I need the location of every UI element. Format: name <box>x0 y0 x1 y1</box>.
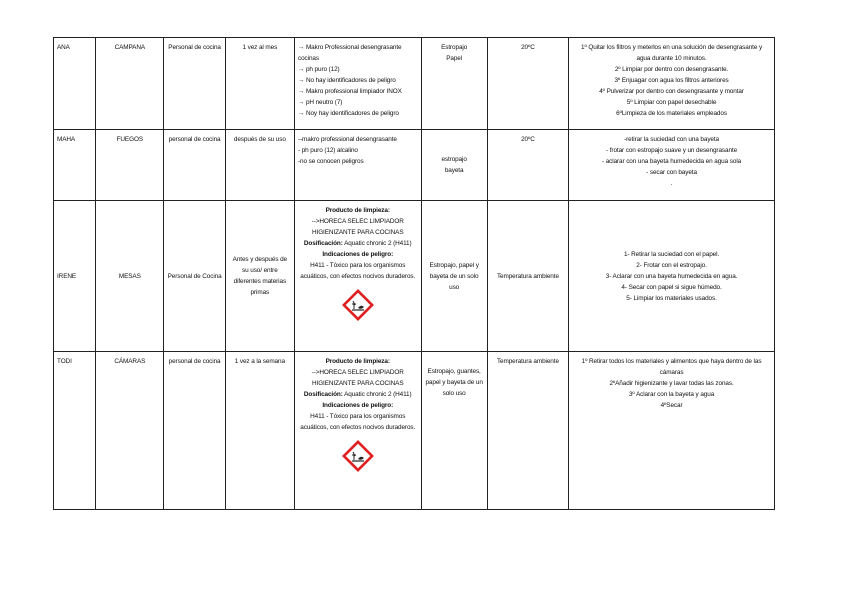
procedure-line: 1- Retirar la suciedad con el papel. <box>623 250 720 258</box>
table-row <box>54 130 775 201</box>
procedure-line: agua durante 10 minutos. <box>636 55 707 62</box>
procedure-line: - secar con bayeta <box>646 169 697 176</box>
procedure-line: 3º Aclarar con la bayeta y agua <box>628 391 715 398</box>
product-name: -->HORECA SELEC LIMPIADOR HIGIENIZANTE PARA COCINAS <box>311 369 404 387</box>
product-line: cocinas <box>297 55 319 62</box>
product-name: -->HORECA SELEC LIMPIADOR HIGIENIZANTE PARA COCINAS <box>311 218 404 236</box>
procedure-line: 1º Retirar todos los materiales y alimentos que haya dentro de las <box>581 358 762 365</box>
cleaning-plan-table <box>53 37 775 510</box>
cell-name: ANA <box>54 38 96 130</box>
table-row <box>54 352 775 510</box>
cell-procedure <box>569 38 775 130</box>
cell-who: Personal de Cocina <box>164 201 225 352</box>
cell-name: MAHA <box>54 130 96 201</box>
cell-procedure <box>569 352 775 510</box>
cell-products <box>294 130 421 201</box>
cell-frequency: 1 vez a la semana <box>225 352 294 510</box>
cell-products <box>294 352 421 510</box>
material-line: Estropajo <box>441 44 468 51</box>
cell-frequency: Antes y después de su uso/ entre diferentes materias primas <box>225 201 294 352</box>
environment-hazard-icon <box>341 439 375 473</box>
procedure-line: 2ºAñadir higienizante y lavar todas las zonas. <box>609 380 734 387</box>
dose-value: Aquatic chronic 2 (H411) <box>344 240 412 247</box>
procedure-line: - frotar con estropajo suave y un desengrasante <box>606 147 738 154</box>
material-line: Papel <box>446 55 463 62</box>
procedure-line: - aclarar con una bayeta humedecida en agua sola <box>602 158 742 165</box>
procedure-line: 1º Quitar los filtros y meterlos en una solución de desengrasante y <box>581 44 763 51</box>
procedure-line: 3- Aclarar con una bayeta humedecida en agua. <box>605 272 738 280</box>
procedure-line: 4ºSecar <box>660 402 683 409</box>
cell-procedure <box>569 201 775 352</box>
hazard-text: H411 - Tóxico para los organismos acuáticos, con efectos nocivos duraderos. <box>300 413 416 431</box>
cell-temperature: 20ºC <box>487 38 568 130</box>
cell-name: IRENE <box>54 201 96 352</box>
product-line: -no se conocen peligros <box>297 158 364 165</box>
product-line: - ph puro (12) alcalino <box>297 147 358 154</box>
product-line: → pH neutro (7) <box>297 99 343 106</box>
cell-products <box>294 201 421 352</box>
dose-label: Dosificación: <box>303 391 343 398</box>
product-line: --makro professional desengrasante <box>297 136 397 143</box>
cell-zone: MESAS <box>96 201 164 352</box>
procedure-line: 2º Limpiar por dentro con desengrasante. <box>614 66 729 73</box>
product-line: → Makro Professional desengrasante <box>297 44 402 51</box>
cell-frequency: después de su uso <box>225 130 294 201</box>
cell-material <box>421 130 487 201</box>
procedure-line: cámaras <box>659 369 684 376</box>
cell-who: personal de cocina <box>164 130 225 201</box>
cell-name: TODI <box>54 352 96 510</box>
cell-procedure <box>569 130 775 201</box>
material-line: bayeta <box>444 167 464 174</box>
material-line: estropajo <box>441 156 467 163</box>
dose-label: Dosificación: <box>303 240 343 247</box>
cell-temperature: Temperatura ambiente <box>487 201 568 352</box>
procedure-line: 3º Enjuagar con agua los filtros anteriores <box>614 77 729 84</box>
environment-hazard-icon <box>341 288 375 322</box>
cell-material: Estropajo, guantes, papel y bayeta de un solo uso <box>421 352 487 510</box>
cell-who: Personal de cocina <box>164 38 225 130</box>
cell-zone: CÁMARAS <box>96 352 164 510</box>
cell-who: personal de cocina <box>164 352 225 510</box>
hazard-text: H411 - Tóxico para los organismos acuáticos, con efectos nocivos duraderos. <box>300 262 416 280</box>
procedure-line: . <box>670 180 673 187</box>
product-line: → ph puro (12) <box>297 66 340 73</box>
cell-zone: CAMPANA <box>96 38 164 130</box>
cell-temperature: Temperatura ambiente <box>487 352 568 510</box>
procedure-line: 5- Limpiar los materiales usados. <box>626 294 717 302</box>
hazard-title: Indicaciones de peligro: <box>322 402 394 409</box>
product-line: → Noy hay identificadores de peligro <box>297 110 399 117</box>
product-line: → No hay identificadores de peligro <box>297 77 396 84</box>
product-title: Producto de limpieza: <box>325 207 390 214</box>
cell-zone: FUEGOS <box>96 130 164 201</box>
product-line: → Makro professional limpiador INOX <box>297 88 402 95</box>
cell-frequency: 1 vez al mes <box>225 38 294 130</box>
table-row <box>54 201 775 352</box>
procedure-line: 6ºLimpieza de los materiales empleados <box>616 110 727 117</box>
cell-material <box>421 38 487 130</box>
cell-material: Estropajo, papel y bayeta de un solo uso <box>421 201 487 352</box>
procedure-line: 4º Pulverizar por dentro con desengrasante y montar <box>599 88 744 95</box>
procedure-line: -retirar la suciedad con una bayeta <box>624 136 719 143</box>
procedure-line: 2- Frotar con el estropajo. <box>636 261 707 269</box>
procedure-line: 5º Limpiar con papel desechable <box>626 99 717 106</box>
product-title: Producto de limpieza: <box>325 358 390 365</box>
hazard-title: Indicaciones de peligro: <box>322 251 394 258</box>
cell-temperature: 20ºC <box>487 130 568 201</box>
cell-products <box>294 38 421 130</box>
dose-value: Aquatic chronic 2 (H411) <box>344 391 412 398</box>
table-row <box>54 38 775 130</box>
procedure-line: 4- Secar con papel si sigue húmedo. <box>621 283 722 291</box>
